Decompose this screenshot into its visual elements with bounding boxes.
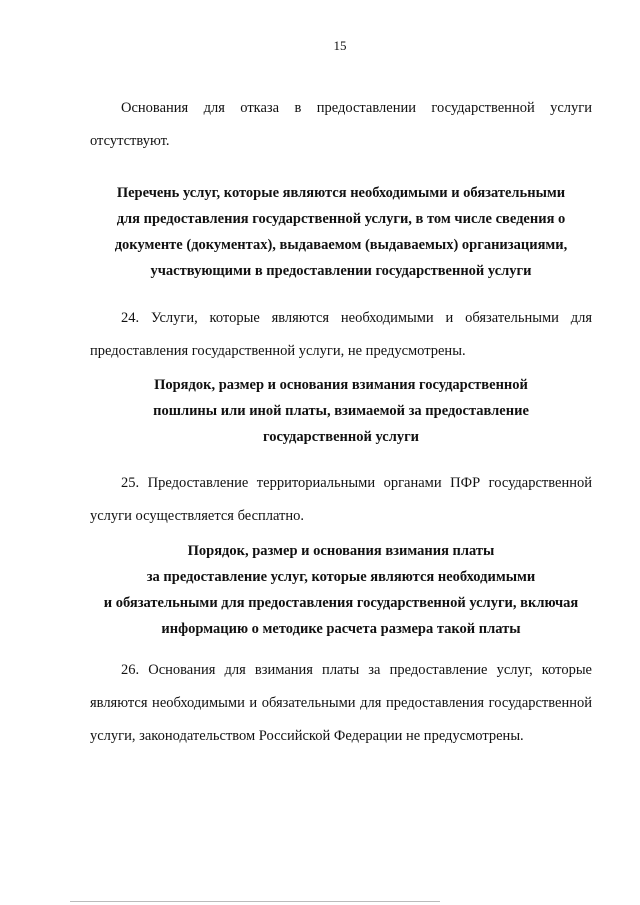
heading-line: за предоставление услуг, которые являются необходимыми [146,569,536,585]
heading-line: Порядок, размер и основания взимания государственной [154,377,528,393]
section-refusal [90,92,592,158]
section-item-25 [90,467,592,533]
paragraph-item-26: 26. Основания для взимания платы за предоставление услуг, которые являются необходимыми и обязательными для предоставления государственной услуги, законодательством Российской Федерации не предусмотрены. [90,662,592,744]
heading-required-services [90,180,592,284]
heading-payment-procedure [90,538,592,642]
paragraph-item-25: 25. Предоставление территориальными органами ПФР государственной услуги осуществляется бесплатно. [90,475,592,524]
heading-state-fee [90,372,592,450]
section-item-26 [90,654,592,753]
heading-line: для предоставления государственной услуги, в том числе сведения о [116,211,566,227]
heading-line: Порядок, размер и основания взимания платы [187,543,495,559]
heading-line: участвующими в предоставлении государственной услуги [150,263,532,279]
heading-line: и обязательными для предоставления государственной услуги, включая [103,595,579,611]
page-number: 15 [333,38,347,53]
heading-line: Перечень услуг, которые являются необходимыми и обязательными [116,185,566,201]
scan-edge-line [70,901,440,902]
section-item-24 [90,302,592,368]
paragraph-item-24: 24. Услуги, которые являются необходимыми и обязательными для предоставления государственной услуги, не предусмотрены. [90,310,592,359]
heading-line: государственной услуги [262,429,420,445]
heading-state-fee-text [90,372,592,450]
heading-line: информацию о методике расчета размера такой платы [161,621,521,637]
heading-line: пошлины или иной платы, взимаемой за предоставление [153,403,529,419]
paragraph-refusal-grounds: Основания для отказа в предоставлении государственной услуги отсутствуют. [90,100,592,149]
heading-line: документе (документах), выдаваемом (выдаваемых) организациями, [114,237,568,253]
heading-payment-procedure-text [90,538,592,642]
heading-required-services-text [90,180,592,284]
